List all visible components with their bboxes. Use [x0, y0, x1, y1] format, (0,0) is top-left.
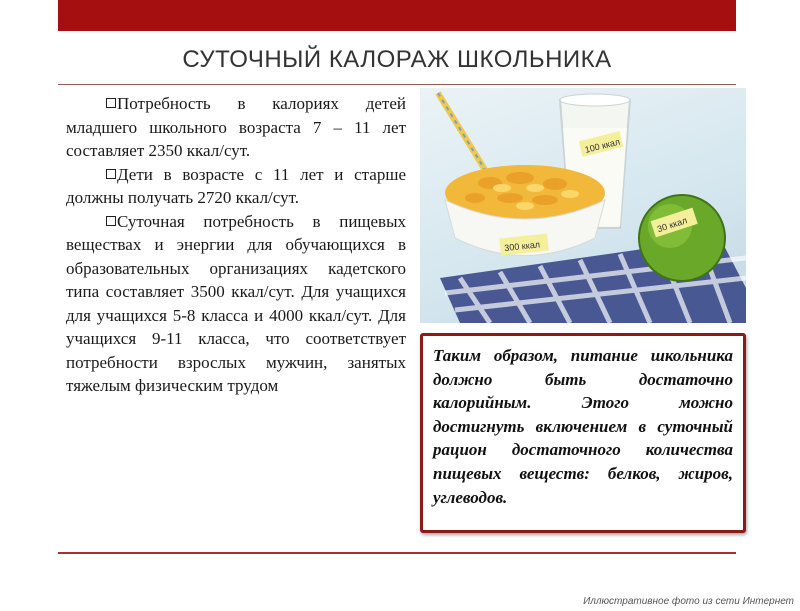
checkbox-bullet-icon	[106, 169, 116, 179]
paragraph-3	[66, 210, 406, 398]
summary-text: Таким образом, питание школьника должно быть достаточно калорийным. Этого можно достигнуть включением в суточный рацион достаточного количества пищевых веществ: белков, жиров, углеводов.	[433, 346, 733, 507]
glass-calorie-tag: 100 ккал	[583, 136, 621, 155]
paragraph-1	[66, 92, 406, 163]
spoon	[438, 93, 490, 178]
bottom-divider	[58, 552, 736, 554]
slide-title: СУТОЧНЫЙ КАЛОРАЖ ШКОЛЬНИКА	[182, 46, 612, 73]
bowl-calorie-tag: 300 ккал	[503, 239, 541, 254]
checkbox-bullet-icon	[106, 216, 116, 226]
apple-calorie-tag: 30 ккал	[655, 215, 689, 235]
cereal-bowl	[445, 165, 605, 256]
food-photo-illustration	[420, 88, 746, 323]
photo-credit-caption: Иллюстративное фото из сети Интернет	[583, 596, 794, 607]
green-apple	[639, 195, 725, 281]
summary-box	[420, 333, 746, 533]
paragraph-1-text: Потребность в калориях детей младшего школьного возраста 7 – 11 лет составляет 2350 ккал/сут.	[66, 94, 406, 160]
text-column	[66, 92, 406, 398]
food-photo	[420, 88, 746, 323]
title-divider	[58, 84, 736, 85]
paragraph-3-text: Суточная потребность в пищевых веществах и энергии для обучающихся в образовательных организациях кадетского типа составляет 3500 ккал/сут. Для учащихся для учащихся 5-8 класса и 4000 ккал/сут. Для учащихся 9-11 класса, что соответствует потребности взрослых мужчин, занятых тяжелым физическим трудом	[66, 211, 406, 395]
paragraph-2-text: Дети в возрасте с 11 лет и старше должны получать 2720 ккал/сут.	[66, 164, 406, 207]
checkbox-bullet-icon	[106, 98, 116, 108]
top-banner	[58, 0, 736, 31]
paragraph-2	[66, 163, 406, 210]
